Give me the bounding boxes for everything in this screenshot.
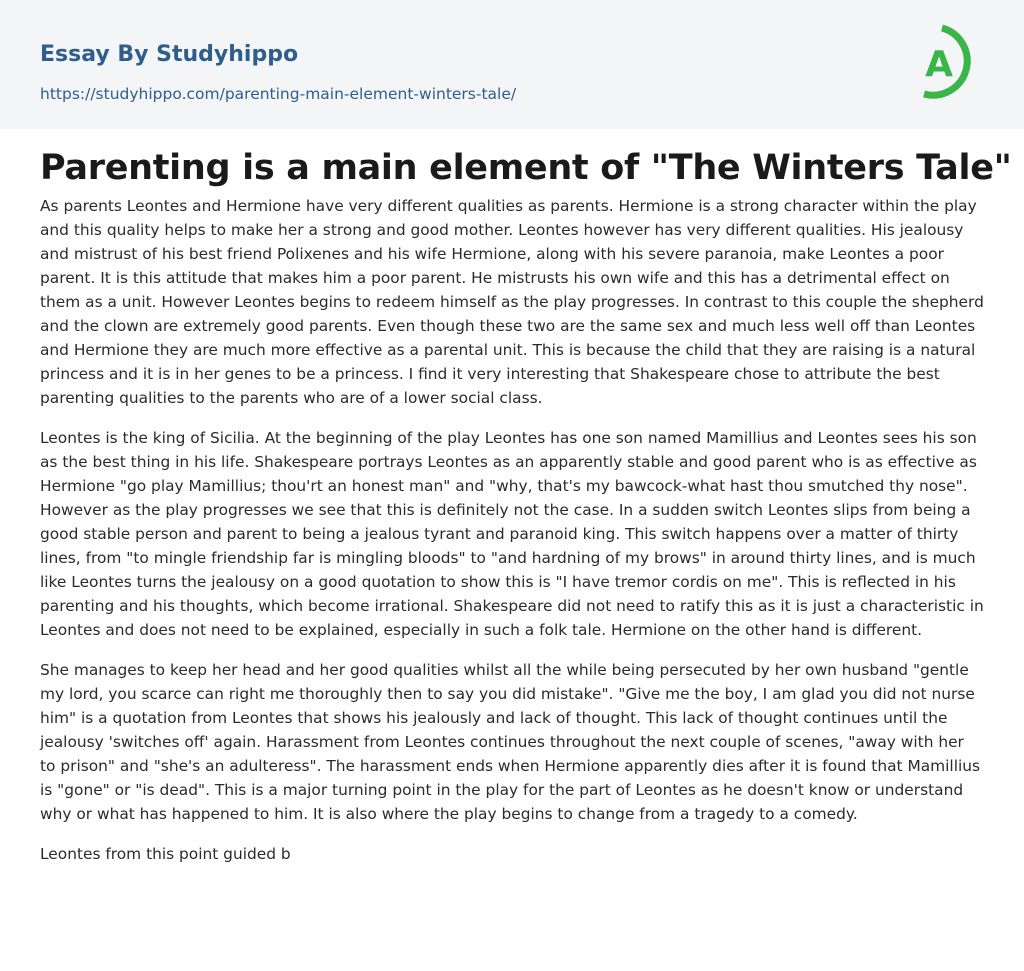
- article-paragraph-2: Leontes is the king of Sicilia. At the beginning of the play Leontes has one son named Mamillius and Leontes sees his son as the best thing in his life. Shakespeare portrays Leontes as an apparently stable and good parent who is as effective as Hermione "go play Mamillius; thou'rt an honest man" and "why, that's my bawcock-what hast thou smutched thy nose". However as the play progresses we see that this is definitely not the case. In a sudden switch Leontes slips from being a good stable person and parent to being a jealous tyrant and paranoid king. This switch happens over a matter of thirty lines, from "to mingle friendship far is mingling bloods" to "and hardning of my brows" in around thirty lines, and is much like Leontes turns the jealousy on a good quotation to show this is "I have tremor cordis on me". This is reflected in his parenting and his thoughts, which become irrational. Shakespeare did not need to ratify this as it is just a characteristic in Leontes and does not need to be explained, especially in such a folk tale. Hermione on the other hand is different.: [40, 429, 984, 639]
- article-body: [40, 194, 984, 882]
- brand-title[interactable]: Essay By Studyhippo: [40, 42, 299, 67]
- article-paragraph-1: As parents Leontes and Hermione have very different qualities as parents. Hermione is a strong character within the play and this quality helps to make her a strong and good mother. Leontes however has very different qualities. His jealousy and mistrust of his best friend Polixenes and his wife Hermione, along with his severe paranoia, make Leontes a poor parent. It is this attitude that makes him a poor parent. He mistrusts his own wife and this has a detrimental effect on them as a unit. However Leontes begins to redeem himself as the play progresses. In contrast to this couple the shepherd and the clown are extremely good parents. Even though these two are the same sex and much less well off than Leontes and Hermione they are much more effective as a parental unit. This is because the child that they are raising is a natural princess and it is in her genes to be a princess. I find it very interesting that Shakespeare chose to attribute the best parenting qualities to the parents who are of a lower social class.: [40, 197, 984, 407]
- page-title: Parenting is a main element of "The Winters Tale": [40, 148, 1012, 188]
- page-url-link[interactable]: https://studyhippo.com/parenting-main-element-winters-tale/: [40, 85, 517, 103]
- logo-letter: A: [925, 44, 953, 85]
- site-header: [0, 0, 1024, 129]
- article-paragraph-3: She manages to keep her head and her good qualities whilst all the while being persecuted by her own husband "gentle my lord, you scarce can right me thoroughly then to say you did mistake". "Give me the boy, I am glad you did not nurse him" is a quotation from Leontes that shows his jealously and lack of thought. This lack of thought continues until the jealousy 'switches off' again. Harassment from Leontes continues throughout the next couple of scenes, "away with her to prison" and "she's an adulteress". The harassment ends when Hermione apparently dies after it is found that Mamillius is "gone" or "is dead". This is a major turning point in the play for the part of Leontes as he doesn't know or understand why or what has happened to him. It is also where the play begins to change from a tragedy to a comedy.: [40, 661, 981, 823]
- article-paragraph-4: Leontes from this point guided b: [40, 845, 291, 863]
- studyhippo-logo-icon[interactable]: [912, 20, 986, 104]
